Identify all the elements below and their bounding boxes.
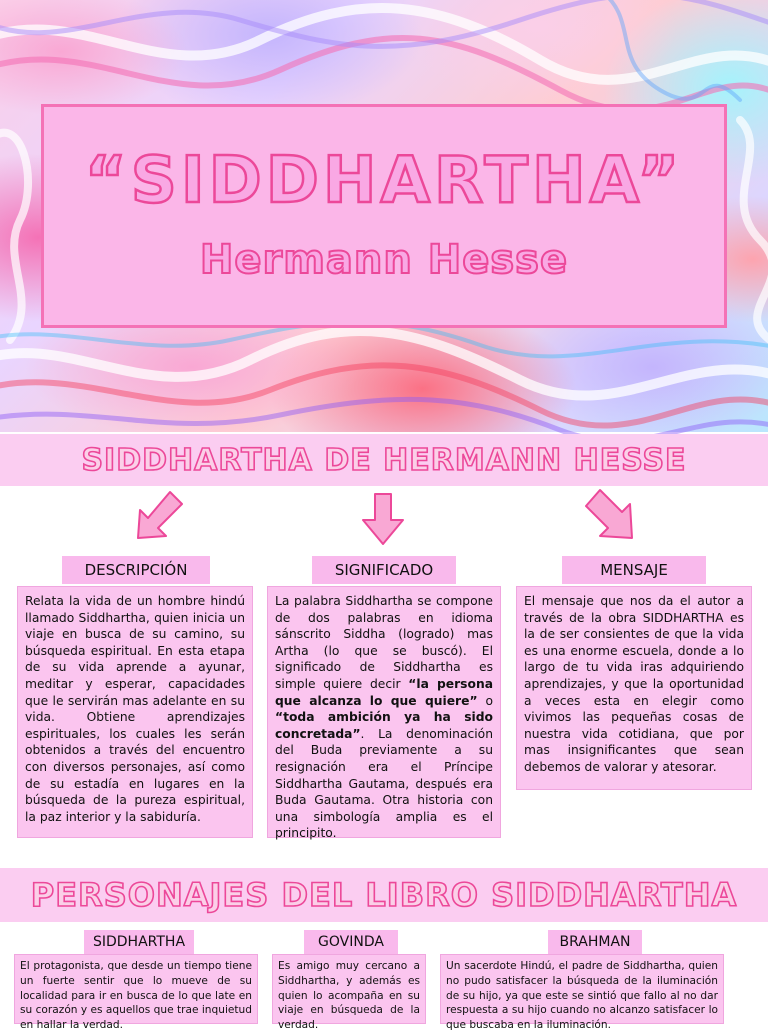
author-name: Hermann Hesse (199, 237, 569, 283)
siddhartha-text: El protagonista, que desde un tiempo tiene un fuerte sentir que lo mueve de su localidad para ir en busca de lo que late en su corazón y es aquellos que trae inquietud en hallar la verdad. (20, 960, 252, 1032)
arrow-down-left-icon (132, 488, 192, 544)
label-mensaje: MENSAJE (562, 556, 706, 584)
message-text: El mensaje que nos da el autor a través de la obra SIDDHARTHA es la de ser consientes de que la vida es una enorme escuela, donde a lo largo de tu vida iras adquiriendo aprendizajes, y que la oportunidad a veces esta en elegir como vivimos las pequeñas cosas de nuestra vida cotidiana, que por mas insignificantes que sean debemos de valorar y atesorar. (524, 594, 744, 774)
label-siddhartha: SIDDHARTHA (84, 930, 194, 954)
description-text: Relata la vida de un hombre hindú llamado Siddhartha, quien inicia un viaje en busca de su camino, su búsqueda espiritual. En esta etapa de su vida aprende a ayunar, meditar y esperar, capacidades que le servirán mas adelante en su vida. Obtiene aprendizajes espirituales, los cuales les serán obtenidos a través del encuentro con diversos personajes, así como de su estadía en lugares en la búsqueda de la pureza espiritual, la paz interior y la sabiduría. (25, 594, 245, 824)
govinda-text-box (272, 954, 426, 1032)
section-heading-characters (0, 868, 768, 922)
section-heading-book (0, 434, 768, 486)
hero-banner (0, 0, 768, 432)
arrow-down-icon (358, 490, 408, 548)
section-heading-book-text: SIDDHARTHA DE HERMANN HESSE (81, 442, 687, 478)
meaning-quote-1: “la persona que alcanza lo que quiere” (275, 676, 493, 708)
meaning-text-after: . La denominación del Buda previamente a su resignación era el Príncipe Siddhartha Gautama, después era Buda Gautama. Otra historia con una simbología amplia es el principito. (275, 726, 493, 841)
message-text-box (516, 586, 752, 790)
label-brahman: BRAHMAN (548, 930, 642, 954)
meaning-text-middle: o (477, 693, 493, 708)
label-govinda: GOVINDA (304, 930, 398, 954)
arrow-down-right-icon (578, 486, 638, 544)
description-text-box (17, 586, 253, 838)
title-card (41, 104, 727, 328)
siddhartha-text-box (14, 954, 258, 1032)
meaning-text-box (267, 586, 501, 841)
meaning-text-before: La palabra Siddhartha se compone de dos palabras en idioma sánscrito Siddha (logrado) mas Artha (lo que se buscó). El significado de Siddhartha es simple quiere decir (275, 594, 493, 691)
section-heading-characters-text: PERSONAJES DEL LIBRO SIDDHARTHA (30, 876, 738, 914)
govinda-text: Es amigo muy cercano a Siddhartha, y además es quien lo acompaña en su viaje en búsqueda de la verdad. (278, 960, 420, 1032)
label-significado: SIGNIFICADO (312, 556, 456, 584)
book-title: “SIDDHARTHA” (84, 144, 684, 218)
brahman-text-box (440, 954, 724, 1032)
meaning-quote-2: “toda ambición ya ha sido concretada” (275, 710, 493, 741)
label-descripcion: DESCRIPCIÓN (62, 556, 210, 584)
brahman-text: Un sacerdote Hindú, el padre de Siddhartha, quien no pudo satisfacer la búsqueda de la iluminación de su hijo, ya que este se sintió que fallo al no dar respuesta a su hijo cuando no alcanzo satisfacer lo que buscaba en la iluminación. (446, 960, 718, 1032)
